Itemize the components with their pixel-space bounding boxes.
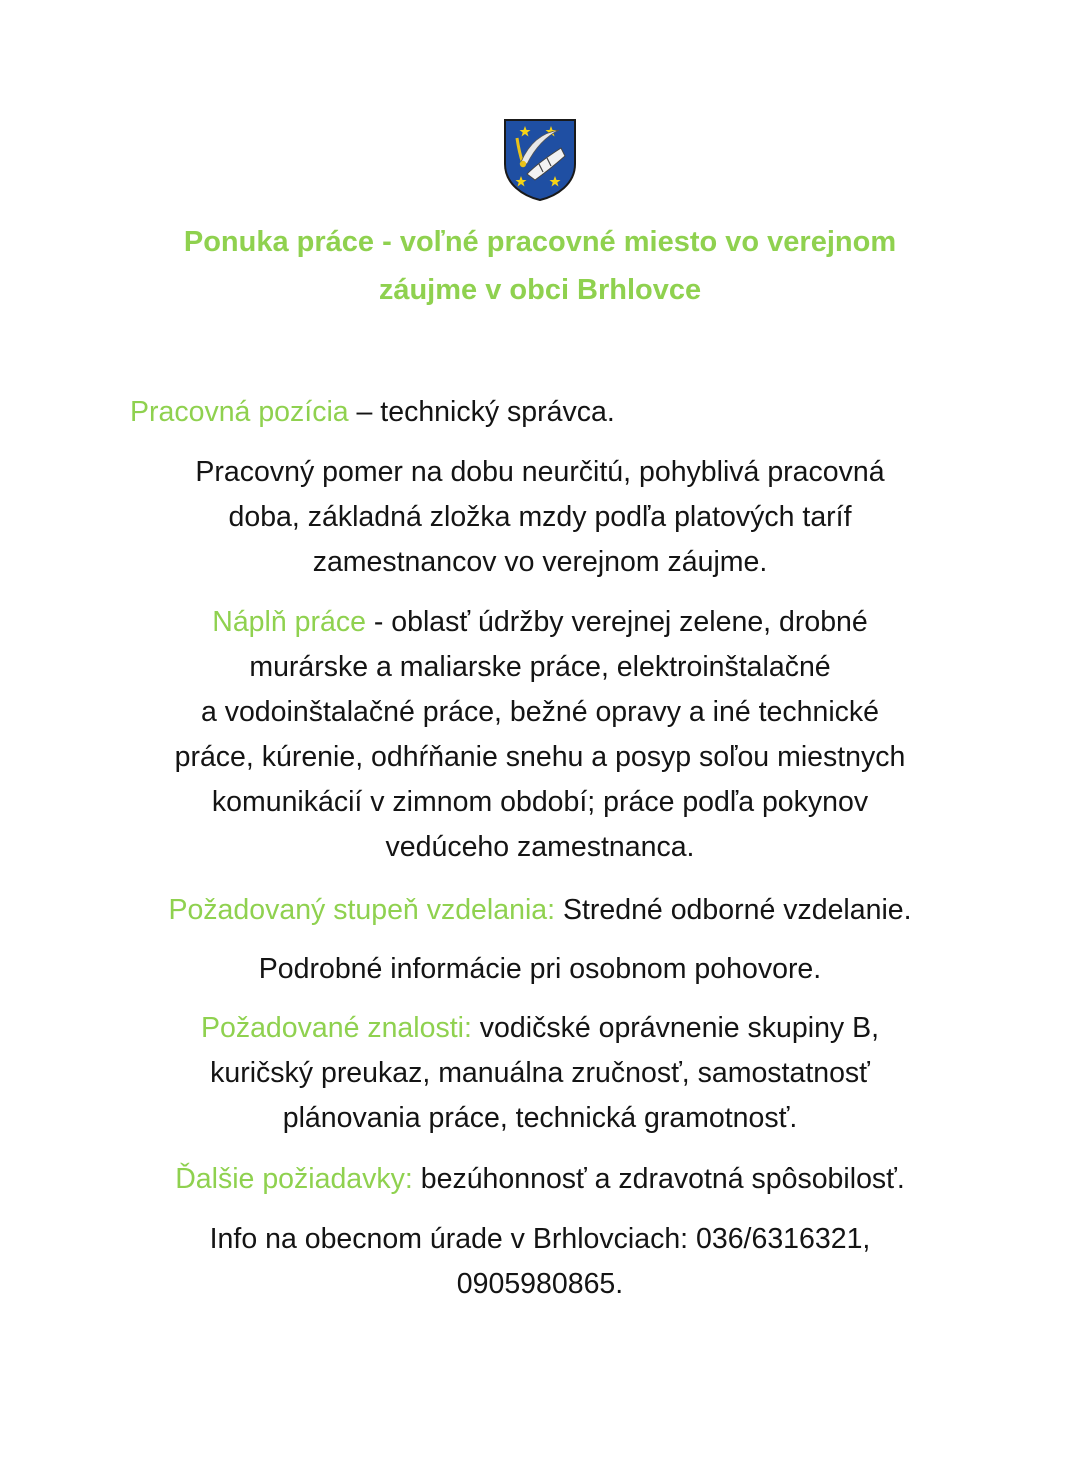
position-paragraph xyxy=(0,390,945,435)
sabre-hilt xyxy=(520,161,526,167)
knowledge-label: Požadované znalosti: xyxy=(200,1012,472,1044)
position-line xyxy=(0,390,945,435)
duties-paragraph xyxy=(0,600,1080,870)
duties-line-4: práce, kúrenie, odhŕňanie snehu a posyp soľou miestnych xyxy=(174,741,906,773)
duties-line-5: komunikácií v zimnom období; práce podľa pokynov xyxy=(211,786,869,818)
knowledge-paragraph xyxy=(0,1006,1080,1141)
position-text: – technický správca. xyxy=(348,396,615,428)
interview-paragraph xyxy=(0,947,1080,992)
shield-shape xyxy=(505,120,575,200)
coat-of-arms-icon xyxy=(503,118,577,202)
knowledge-line-1-text: vodičské oprávnenie skupiny B, xyxy=(471,1012,880,1044)
requirements-label: Ďalšie požiadavky: xyxy=(175,1163,413,1195)
employment-line-3: zamestnancov vo verejnom záujme. xyxy=(312,546,768,578)
contact-line-2: 0905980865. xyxy=(456,1268,624,1300)
position-label: Pracovná pozícia xyxy=(130,396,349,428)
title-line-1: Ponuka práce - voľné pracovné miesto vo verejnom xyxy=(183,226,897,258)
title-line-2: záujme v obci Brhlovce xyxy=(378,274,702,306)
requirements-line xyxy=(0,1157,1080,1202)
employment-line-1: Pracovný pomer na dobu neurčitú, pohyblivá pracovná xyxy=(195,456,885,488)
duties-line-1 xyxy=(0,600,1080,645)
education-label: Požadovaný stupeň vzdelania: xyxy=(168,894,556,926)
interview-line: Podrobné informácie pri osobnom pohovore. xyxy=(258,953,822,985)
knowledge-line-3: plánovania práce, technická gramotnosť. xyxy=(282,1102,798,1134)
duties-line-6: vedúceho zamestnanca. xyxy=(385,831,695,863)
education-line xyxy=(0,888,1080,933)
education-paragraph xyxy=(0,888,1080,933)
knowledge-line-1 xyxy=(0,1006,1080,1051)
employment-line-2: doba, základná zložka mzdy podľa platových taríf xyxy=(228,501,852,533)
contact-line-1: Info na obecnom úrade v Brhlovciach: 036/6316321, xyxy=(209,1223,871,1255)
duties-line-2: murárske a maliarske práce, elektroinštalačné xyxy=(249,651,831,683)
requirements-paragraph xyxy=(0,1157,1080,1202)
employment-paragraph xyxy=(0,450,1080,585)
page-title xyxy=(0,218,1080,314)
contact-paragraph xyxy=(0,1217,1080,1307)
duties-label: Náplň práce xyxy=(212,606,366,638)
education-text: Stredné odborné vzdelanie. xyxy=(555,894,912,926)
knowledge-line-2: kuričský preukaz, manuálna zručnosť, samostatnosť xyxy=(210,1057,870,1089)
duties-line-1-text: - oblasť údržby verejnej zelene, drobné xyxy=(365,606,868,638)
duties-line-3: a vodoinštalačné práce, bežné opravy a iné technické xyxy=(200,696,880,728)
requirements-text: bezúhonnosť a zdravotná spôsobilosť. xyxy=(412,1163,905,1195)
